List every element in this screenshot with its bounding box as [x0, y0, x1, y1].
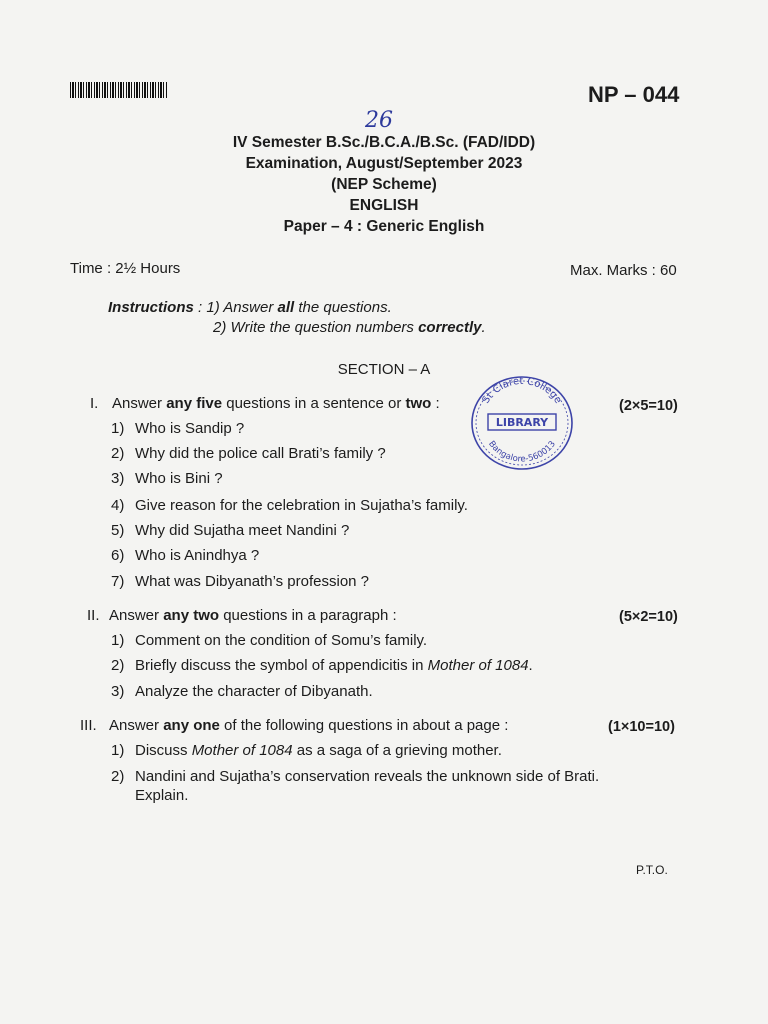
question-1-mid: questions in a sentence or: [222, 395, 406, 412]
q1-item-6: 6) Who is Anindhya ?: [111, 547, 260, 564]
instruction-2-bold: correctly: [418, 319, 482, 336]
stamp-library-text: LIBRARY: [495, 416, 549, 429]
subject-line: ENGLISH: [349, 197, 419, 214]
q1-item-2: 2) Why did the police call Brati’s family ?: [111, 445, 386, 462]
semester-line: IV Semester B.Sc./B.C.A./B.Sc. (FAD/IDD): [232, 134, 536, 151]
q2-item-2: 2) Briefly discuss the symbol of appendicitis in Mother of 1084.: [111, 657, 533, 674]
svg-text:St Claret College: [481, 376, 564, 406]
section-title: SECTION – A: [337, 361, 431, 378]
question-3-marks: (1×10=10): [608, 719, 675, 735]
question-2-bold: any two: [163, 607, 220, 624]
question-2-post: questions in a paragraph :: [219, 607, 397, 624]
question-1-pre: Answer: [112, 395, 167, 412]
question-3-post: of the following questions in about a page :: [219, 717, 509, 734]
max-marks: Max. Marks : 60: [570, 262, 677, 279]
q3-item-2-cont: Explain.: [135, 787, 189, 804]
svg-text:Bangalore-560013: [486, 439, 558, 464]
instruction-2-post: .: [481, 319, 486, 336]
question-3-bold: any one: [163, 717, 220, 734]
q3-item-1: 1) Discuss Mother of 1084 as a saga of a grieving mother.: [111, 742, 502, 759]
question-3-pre: Answer: [109, 717, 164, 734]
q1-item-1: 1) Who is Sandip ?: [111, 420, 245, 437]
exam-line: Examination, August/September 2023: [245, 155, 523, 172]
question-2: [87, 607, 397, 624]
instructions-label: Instructions: [108, 299, 194, 316]
q2-item-1: 1) Comment on the condition of Somu’s family.: [111, 632, 428, 649]
instruction-1-bold: all: [277, 299, 295, 316]
stamp-top-text: St Claret College: [480, 375, 564, 406]
question-2-number: II.: [87, 607, 100, 624]
exam-heading: [0, 132, 768, 237]
instructions: [108, 298, 486, 338]
question-1-bold: any five: [166, 395, 223, 412]
question-2-pre: Answer: [109, 607, 164, 624]
question-2-marks: (5×2=10): [619, 609, 678, 625]
time-allowed: Time : 2½ Hours: [70, 260, 181, 277]
paper-line: Paper – 4 : Generic English: [283, 218, 485, 235]
paper-code: NP – 044: [588, 82, 680, 107]
barcode: [70, 82, 168, 98]
stamp-bottom-text: Bangalore-560013: [486, 439, 558, 465]
q1-item-3: 3) Who is Bini ?: [111, 470, 223, 487]
library-stamp: [466, 372, 578, 474]
q1-item-5: 5) Why did Sujatha meet Nandini ?: [111, 522, 350, 539]
pto-label: P.T.O.: [636, 863, 668, 877]
question-1-number: I.: [90, 395, 99, 412]
instruction-2-pre: 2) Write the question numbers: [213, 319, 419, 336]
q1-item-4: 4) Give reason for the celebration in Sujatha’s family.: [111, 497, 468, 514]
instruction-1-pre: : 1) Answer: [193, 299, 278, 316]
q1-item-7: 7) What was Dibyanath’s profession ?: [111, 573, 370, 590]
question-1: [90, 395, 440, 412]
question-1-bold2: two: [405, 395, 432, 412]
scheme-line: (NEP Scheme): [331, 176, 437, 193]
handwritten-number: 26: [365, 108, 393, 133]
q2-item-3: 3) Analyze the character of Dibyanath.: [111, 683, 373, 700]
q3-item-2: 2) Nandini and Sujatha’s conservation reveals the unknown side of Brati.: [111, 768, 600, 785]
question-1-marks: (2×5=10): [619, 398, 678, 414]
question-1-post: :: [431, 395, 440, 412]
question-3: [80, 717, 508, 734]
question-3-number: III.: [80, 717, 97, 734]
instruction-1-post: the questions.: [294, 299, 392, 316]
